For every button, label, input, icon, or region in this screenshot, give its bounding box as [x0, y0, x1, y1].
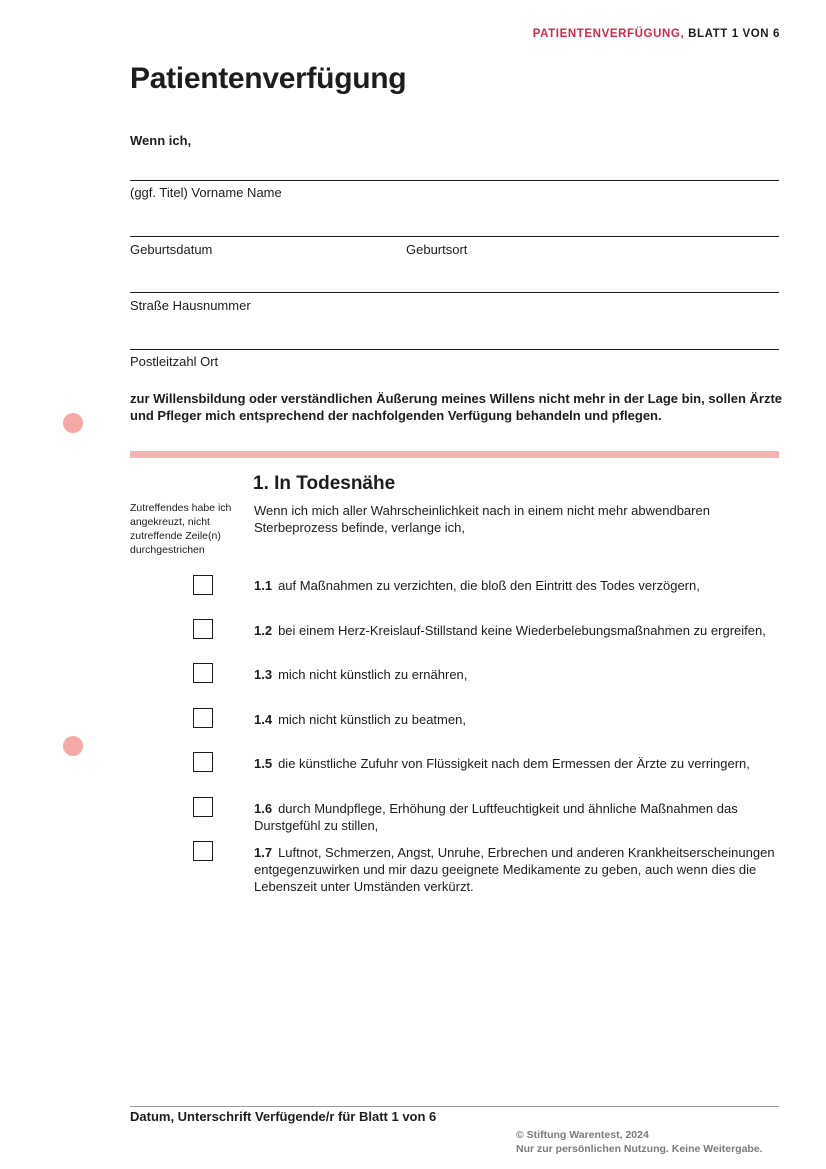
page-header	[533, 28, 780, 40]
street-line[interactable]	[130, 292, 779, 293]
item-text: bei einem Herz-Kreislauf-Stillstand keine Wiederbelebungsmaßnahmen zu ergreifen,	[278, 623, 766, 638]
item-number: 1.5	[254, 756, 273, 771]
item-number: 1.7	[254, 845, 273, 860]
checkbox-1-6[interactable]	[193, 797, 213, 817]
item-number: 1.1	[254, 578, 273, 593]
footer-rule	[130, 1106, 779, 1107]
side-note: Zutreffendes habe ich angekreuzt, nicht zutreffende Zeile(n) durchgestrichen	[130, 502, 232, 556]
list-item	[254, 711, 784, 728]
checkbox-1-5[interactable]	[193, 752, 213, 772]
intro-text: Wenn ich,	[130, 133, 192, 148]
punch-hole-icon	[63, 413, 83, 433]
header-sheet: BLATT 1 VON 6	[688, 28, 780, 40]
city-field-label: Postleitzahl Ort	[130, 354, 219, 369]
section-separator	[130, 451, 779, 458]
section-intro: Wenn ich mich aller Wahrscheinlichkeit nach in einem nicht mehr abwendbaren Sterbeprozess befinde, verlange ich,	[254, 503, 710, 535]
item-number: 1.3	[254, 667, 273, 682]
copyright-line: © Stiftung Warentest, 2024	[516, 1129, 649, 1141]
copyright	[516, 1128, 763, 1156]
list-item	[254, 666, 784, 683]
birth-line[interactable]	[130, 236, 779, 237]
checkbox-1-7[interactable]	[193, 841, 213, 861]
header-doc-name: PATIENTENVERFÜGUNG,	[532, 28, 685, 40]
city-line[interactable]	[130, 349, 779, 350]
page-title: Patientenverfügung	[130, 62, 407, 95]
item-number: 1.2	[254, 623, 273, 638]
list-item	[254, 800, 784, 834]
body-text: zur Willensbildung oder verständlichen Äußerung meines Willens nicht mehr in der Lage bin, sollen Ärzte und Pfleger mich entsprechend der nachfolgenden Verfügung behandeln und pflegen.	[130, 391, 783, 423]
checkbox-1-3[interactable]	[193, 663, 213, 683]
list-item	[254, 844, 784, 895]
item-text: auf Maßnahmen zu verzichten, die bloß den Eintritt des Todes verzögern,	[278, 578, 700, 593]
item-number: 1.6	[254, 801, 273, 816]
item-text: mich nicht künstlich zu beatmen,	[278, 712, 466, 727]
item-text: Luftnot, Schmerzen, Angst, Unruhe, Erbrechen und anderen Krankheitserscheinungen entgegenzuwirken und mir dazu geeignete Medikamente zu geben, auch wenn dies die Lebenszeit unter Umständen verkürzt.	[254, 845, 775, 894]
name-field-label: (ggf. Titel) Vorname Name	[130, 185, 282, 200]
birthdate-field-label: Geburtsdatum	[130, 242, 213, 257]
list-item	[254, 622, 784, 639]
punch-hole-icon	[63, 736, 83, 756]
signature-label: Datum, Unterschrift Verfügende/r für Blatt 1 von 6	[130, 1109, 437, 1124]
checkbox-1-4[interactable]	[193, 708, 213, 728]
name-line[interactable]	[130, 180, 779, 181]
street-field-label: Straße Hausnummer	[130, 298, 251, 313]
section-title: 1. In Todesnähe	[253, 473, 396, 494]
copyright-line: Nur zur persönlichen Nutzung. Keine Weitergabe.	[516, 1143, 763, 1155]
item-text: durch Mundpflege, Erhöhung der Luftfeuchtigkeit und ähnliche Maßnahmen das Durstgefühl zu stillen,	[254, 801, 738, 833]
checkbox-1-2[interactable]	[193, 619, 213, 639]
list-item	[254, 577, 784, 594]
item-number: 1.4	[254, 712, 273, 727]
item-text: mich nicht künstlich zu ernähren,	[278, 667, 468, 682]
checkbox-1-1[interactable]	[193, 575, 213, 595]
birthplace-field-label: Geburtsort	[406, 242, 468, 257]
item-text: die künstliche Zufuhr von Flüssigkeit nach dem Ermessen der Ärzte zu verringern,	[278, 756, 750, 771]
list-item	[254, 755, 784, 772]
